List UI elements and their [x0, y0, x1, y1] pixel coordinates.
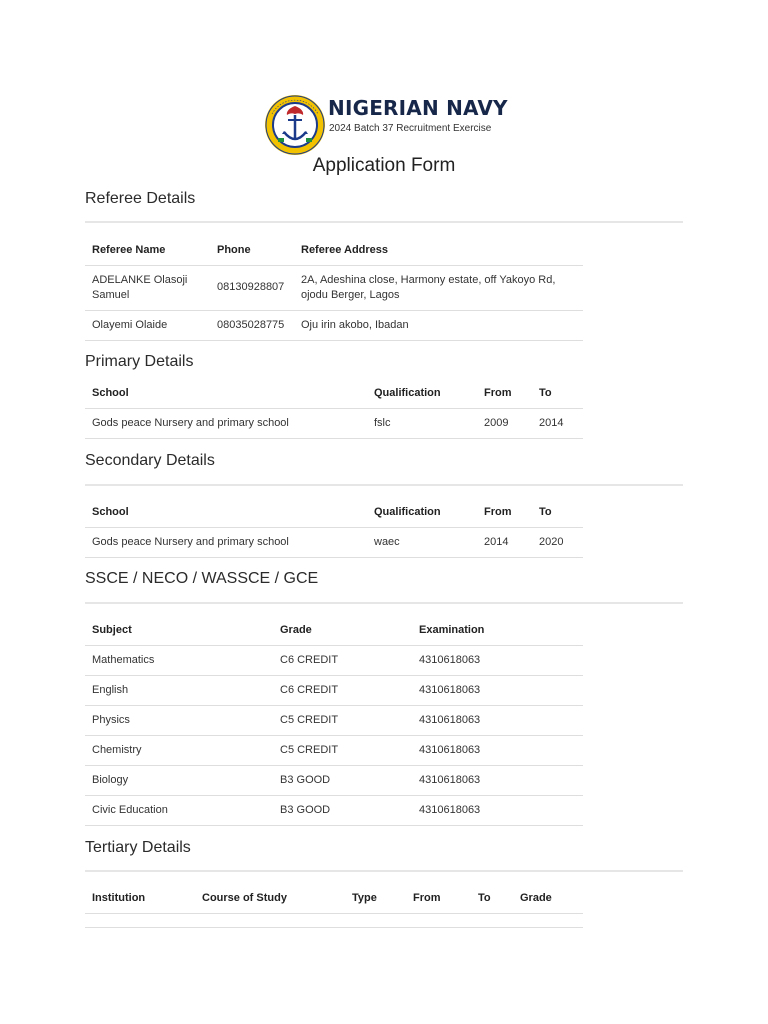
- table-header-row: [85, 883, 583, 913]
- table-cell: 2014: [477, 527, 532, 557]
- table-cell: 08130928807: [210, 265, 294, 310]
- table-cell: 2009: [477, 408, 532, 438]
- referee-table: [85, 235, 583, 341]
- table-cell: 4310618063: [412, 645, 583, 675]
- column-header: Type: [352, 891, 377, 904]
- table-cell: 2A, Adeshina close, Harmony estate, off Yakoyo Rd, ojodu Berger, Lagos: [294, 265, 583, 310]
- table-header-row: [85, 235, 583, 265]
- table-row: [85, 408, 583, 438]
- table-cell: Olayemi Olaide: [85, 310, 210, 340]
- recruitment-subtitle: 2024 Batch 37 Recruitment Exercise: [329, 123, 492, 134]
- secondary-table: [85, 497, 583, 558]
- table-cell: Gods peace Nursery and primary school: [85, 408, 367, 438]
- column-header: Grade: [280, 623, 312, 636]
- column-header: Course of Study: [202, 891, 287, 904]
- table-row: [85, 310, 583, 340]
- column-header: Qualification: [374, 387, 441, 400]
- table-cell: Mathematics: [85, 645, 273, 675]
- tertiary-section-title: Tertiary Details: [85, 839, 191, 856]
- page-title: Application Form: [312, 155, 456, 176]
- table-row: [85, 735, 583, 765]
- column-header: School: [92, 387, 129, 400]
- table-cell: waec: [367, 527, 477, 557]
- table-cell: Oju irin akobo, Ibadan: [294, 310, 583, 340]
- column-header: Referee Name: [92, 243, 166, 256]
- column-header: Qualification: [374, 505, 441, 518]
- column-header: To: [478, 891, 491, 904]
- secondary-section-title: Secondary Details: [85, 452, 215, 469]
- table-row: [85, 675, 583, 705]
- table-row: [85, 645, 583, 675]
- ssce-section-title: SSCE / NECO / WASSCE / GCE: [85, 570, 319, 587]
- table-cell: 2020: [532, 527, 583, 557]
- table-cell: 4310618063: [412, 705, 583, 735]
- table-cell: C6 CREDIT: [273, 675, 412, 705]
- table-row: [85, 765, 583, 795]
- table-cell: 4310618063: [412, 795, 583, 825]
- empty-table-row: [85, 913, 583, 927]
- navy-seal-logo: [264, 94, 326, 156]
- ssce-divider: [85, 602, 683, 604]
- table-cell: Civic Education: [85, 795, 273, 825]
- table-cell: 4310618063: [412, 735, 583, 765]
- table-row: [85, 795, 583, 825]
- tertiary-divider: [85, 870, 683, 872]
- table-row: [85, 265, 583, 310]
- table-header-row: [85, 615, 583, 645]
- table-cell: B3 GOOD: [273, 765, 412, 795]
- column-header: Subject: [92, 623, 132, 636]
- referee-section-title: Referee Details: [85, 190, 196, 207]
- column-header: From: [484, 387, 512, 400]
- column-header: School: [92, 505, 129, 518]
- table-header-row: [85, 379, 583, 408]
- column-header: From: [484, 505, 512, 518]
- secondary-divider: [85, 484, 683, 486]
- column-header: Phone: [217, 243, 251, 256]
- table-cell: C6 CREDIT: [273, 645, 412, 675]
- tertiary-table: [85, 883, 583, 928]
- table-row: [85, 527, 583, 557]
- table-cell: Chemistry: [85, 735, 273, 765]
- table-row: [85, 705, 583, 735]
- table-cell: 4310618063: [412, 675, 583, 705]
- table-cell: B3 GOOD: [273, 795, 412, 825]
- column-header: To: [539, 387, 552, 400]
- column-header: To: [539, 505, 552, 518]
- table-cell: fslc: [367, 408, 477, 438]
- table-cell: Physics: [85, 705, 273, 735]
- table-cell: C5 CREDIT: [273, 705, 412, 735]
- empty-cell: [85, 913, 583, 927]
- column-header: Referee Address: [301, 243, 389, 256]
- column-header: Institution: [92, 891, 146, 904]
- table-cell: English: [85, 675, 273, 705]
- referee-divider: [85, 221, 683, 223]
- table-cell: 2014: [532, 408, 583, 438]
- table-cell: ADELANKE Olasoji Samuel: [85, 265, 210, 310]
- table-header-row: [85, 497, 583, 527]
- table-cell: C5 CREDIT: [273, 735, 412, 765]
- column-header: From: [413, 891, 441, 904]
- column-header: Grade: [520, 891, 552, 904]
- primary-section-title: Primary Details: [85, 353, 194, 370]
- table-cell: Biology: [85, 765, 273, 795]
- ssce-table: [85, 615, 583, 826]
- table-cell: 08035028775: [210, 310, 294, 340]
- primary-table: [85, 379, 583, 439]
- table-cell: 4310618063: [412, 765, 583, 795]
- table-cell: Gods peace Nursery and primary school: [85, 527, 367, 557]
- column-header: Examination: [419, 623, 485, 636]
- org-name: NIGERIAN NAVY: [328, 96, 508, 120]
- header: [262, 92, 512, 158]
